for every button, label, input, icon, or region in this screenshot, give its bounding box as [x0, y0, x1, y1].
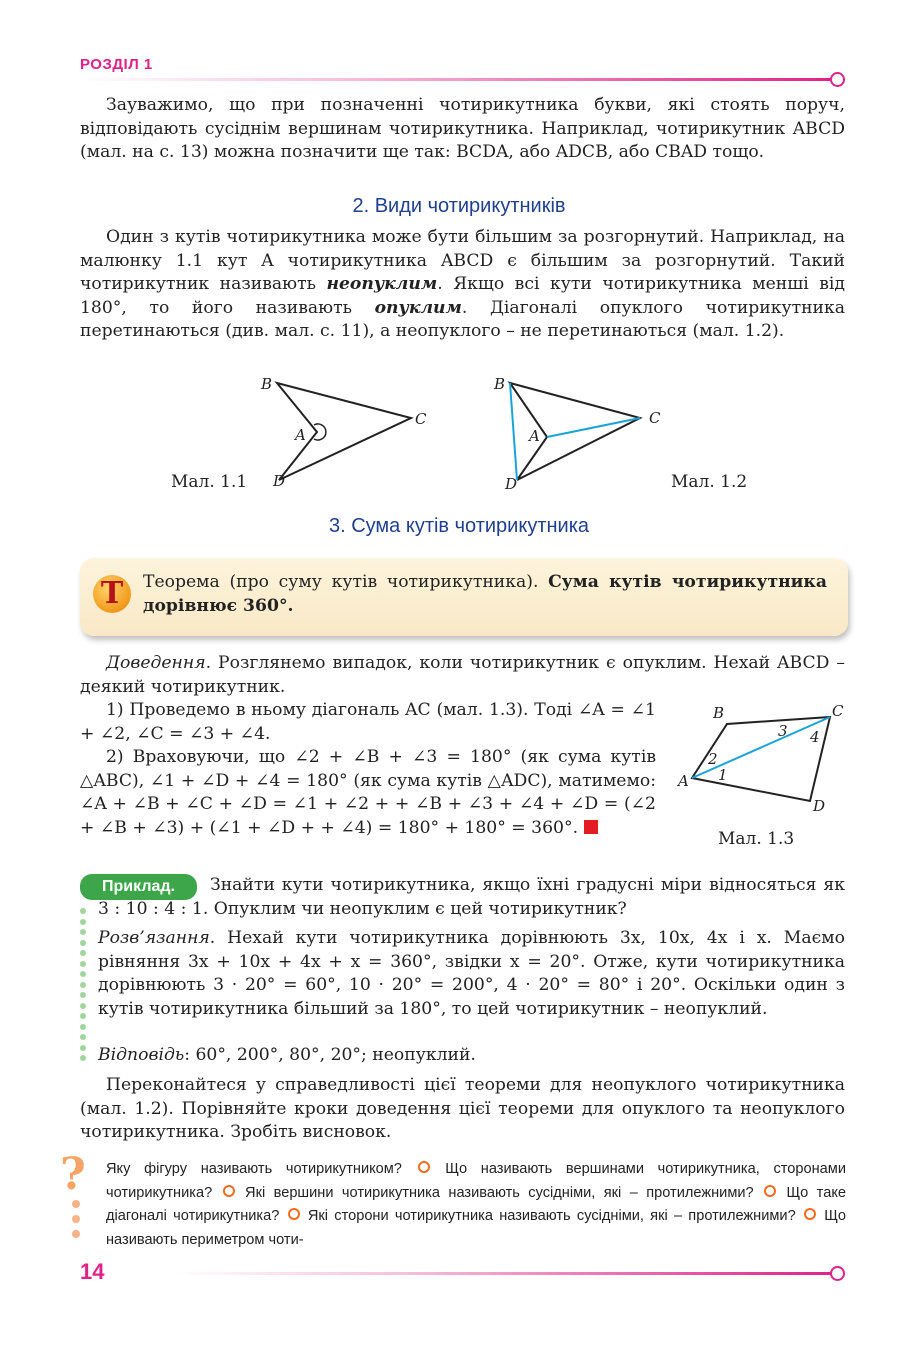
section-2-heading: 2. Види чотирикутників: [352, 195, 566, 217]
vertex-label-a: A: [678, 772, 689, 790]
intro-paragraph: Зауважимо, що при позначенні чотирикутника букви, які стоять поруч, відповідають сусіднім вершинам чотирикутника. Наприклад, чотирикутник ABCD (мал. на с. 13) можна позначити ще так: BCDA, або ADCB, або CBAD тощо.: [80, 95, 845, 162]
end-of-proof-icon: [584, 820, 598, 834]
circle-bullet-icon: [804, 1208, 816, 1220]
example-answer: Відповідь: 60°, 200°, 80°, 20°; неопуклий.: [98, 1045, 476, 1065]
angle-label-1: 1: [718, 766, 728, 784]
figure-1-1-caption: Мал. 1.1: [171, 472, 248, 492]
example-dots: [80, 908, 86, 1066]
section-label: РОЗДІЛ 1: [80, 56, 153, 73]
circle-bullet-icon: [418, 1161, 430, 1173]
figure-1-3: [672, 698, 857, 818]
header-rule: [80, 78, 832, 81]
angle-label-3: 3: [778, 722, 788, 740]
vertex-label-b: B: [261, 375, 273, 393]
theorem-text: Теорема (про суму кутів чотирикутника). Сума кутів чотирикутника дорівнює 360°.: [143, 572, 827, 616]
vertex-label-c: C: [415, 410, 427, 428]
proof-step-1: 1) Проведемо в ньому діагональ AC (мал. 1.3). Тоді ∠A = ∠1 + ∠2, ∠C = ∠3 + ∠4.: [80, 700, 656, 744]
question-item: Що таке діагоналі чотирикутника?: [106, 1184, 846, 1224]
question-item: Яку фігуру називають чотирикутником?: [106, 1161, 402, 1177]
header-rule-end-icon: [830, 72, 845, 87]
figure-1-2-caption: Мал. 1.2: [671, 472, 748, 492]
vertex-label-b: B: [494, 375, 506, 393]
section-2-paragraph: Один з кутів чотирикутника може бути більшим за розгорнутий. Наприклад, на малюнку 1.1 кут A чотирикутника ABCD є більшим за розгорнутий. Такий чотирикутник називають неопуклим. Якщо всі кути чотирикутника менші від 180°, то його називають опуклим. Діагоналі опуклого чотирикутника перетинаються (див. мал. с. 11), а неопуклого – не перетинаються (мал. 1.2).: [80, 227, 846, 341]
section-3-heading: 3. Сума кутів чотирикутника: [328, 515, 590, 537]
proof-intro: Доведення. Розглянемо випадок, коли чотирикутник є опуклим. Нехай ABCD – деякий чотирикутник.: [80, 653, 845, 697]
vertex-label-a: A: [295, 426, 306, 444]
question-mark-icon: ?: [60, 1149, 86, 1200]
vertex-label-d: D: [813, 797, 826, 815]
circle-bullet-icon: [223, 1185, 235, 1197]
vertex-label-b: B: [713, 704, 725, 722]
question-item: Що називають периметром чоти-: [106, 1208, 847, 1248]
question-item: Що називають вершинами чотирикутника, сторонами чотирикутника?: [106, 1161, 846, 1201]
proof-step-2: 2) Враховуючи, що ∠2 + ∠B + ∠3 = 180° (як сума кутів △ABC), ∠1 + ∠D + ∠4 = 180° (як сума кутів △ADC), матимемо: ∠A + ∠B + ∠C + ∠D = ∠1 + ∠2 + + ∠B + ∠3 + ∠4 + ∠D = (∠2 + ∠B + ∠3) + (∠1 + ∠D + + ∠4) = 180° + 180° = 360°.: [80, 747, 656, 838]
circle-bullet-icon: [764, 1185, 776, 1197]
vertex-label-d: D: [505, 475, 518, 493]
question-item: Які вершини чотирикутника називають сусідніми, які – протилежними?: [245, 1184, 754, 1201]
questions-list: [106, 1158, 846, 1252]
question-item: Які сторони чотирикутника називають сусідніми, які – протилежними?: [307, 1208, 796, 1224]
page-number: 14: [80, 1259, 105, 1284]
footer-rule: [175, 1272, 832, 1275]
vertex-label-c: C: [649, 409, 661, 427]
vertex-label-d: D: [273, 472, 286, 490]
footer-rule-end-icon: [830, 1266, 845, 1281]
figure-1-2: [485, 370, 675, 495]
angle-label-2: 2: [708, 750, 718, 768]
example-badge: Приклад.: [80, 874, 197, 900]
example-task: Знайти кути чотирикутника, якщо їхні градусні міри відносяться як 3 : 10 : 4 : 1. Опуклим чи неопуклим є цей чотирикутник?: [98, 875, 845, 919]
figure-1-3-caption: Мал. 1.3: [718, 829, 795, 849]
vertex-label-c: C: [832, 702, 844, 720]
task-paragraph: Переконайтеся у справедливості цієї теореми для неопуклого чотирикутника (мал. 1.2). Порівняйте кроки доведення цієї теореми для опуклого та неопуклого чотирикутника. Зробіть висновок.: [80, 1075, 845, 1142]
figure-1-1: [255, 370, 435, 495]
theorem-icon: Т: [93, 575, 131, 613]
circle-bullet-icon: [288, 1208, 300, 1220]
question-dots: [72, 1200, 80, 1238]
angle-label-4: 4: [810, 728, 820, 746]
vertex-label-a: A: [529, 427, 540, 445]
example-solution: Розв’язання. Нехай кути чотирикутника дорівнюють 3x, 10x, 4x і x. Маємо рівняння 3x + 10x + 4x + x = 360°, звідки x = 20°. Отже, кути чотирикутника дорівнюють 3 · 20° = 60°, 10 · 20° = 200°, 4 · 20° = 80° і 20°. Оскільки один з кутів чотирикутника більший за 180°, то цей чотирикутник – неопуклий.: [98, 928, 845, 1019]
